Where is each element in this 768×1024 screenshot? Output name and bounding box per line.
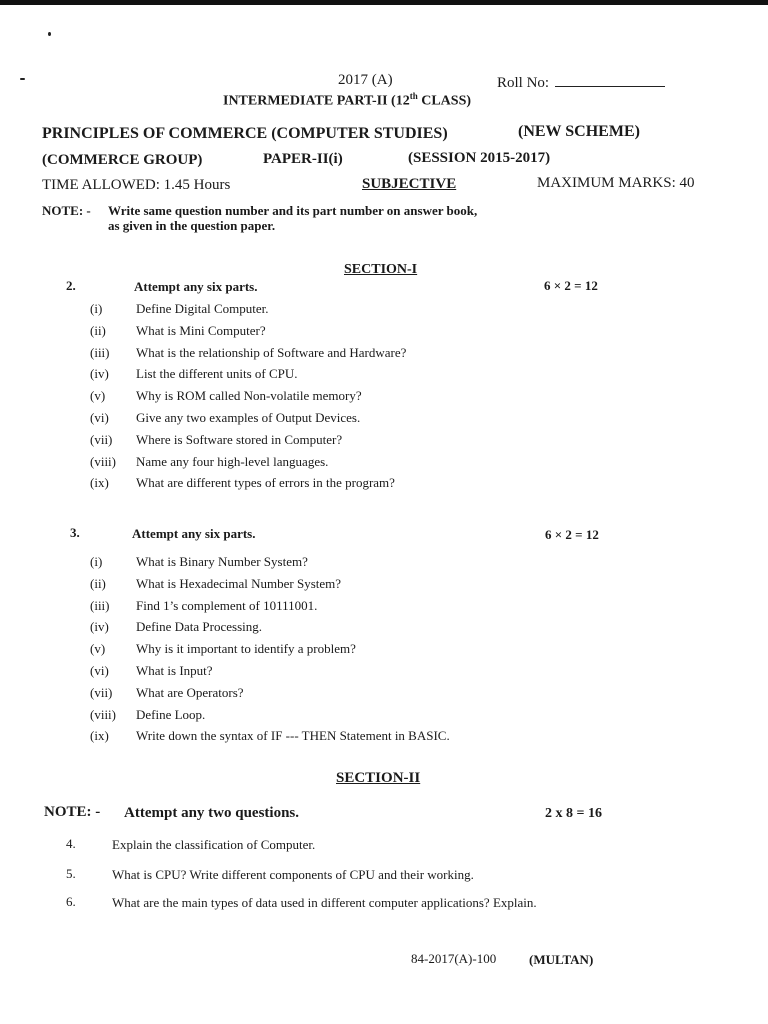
paper-label: PAPER-II(i) bbox=[263, 151, 343, 167]
scheme-label: (NEW SCHEME) bbox=[518, 123, 640, 140]
question-2-part-text: Name any four high-level languages. bbox=[136, 453, 329, 469]
question-2-part-text: Give any two examples of Output Devices. bbox=[136, 410, 361, 425]
question-2-part-label: (iv) bbox=[90, 366, 109, 382]
exam-title-text: INTERMEDIATE PART-II (12 bbox=[223, 93, 410, 109]
question-2-part-label: (i) bbox=[90, 301, 103, 316]
question-2-part-label: (vii) bbox=[90, 431, 113, 447]
year-code: 2017 (A) bbox=[338, 72, 393, 88]
question-2-marks: 6 × 2 = 12 bbox=[544, 278, 598, 293]
section-2-note-text: Attempt any two questions. bbox=[124, 805, 300, 821]
question-2-part-text: Why is ROM called Non-volatile memory? bbox=[136, 388, 362, 404]
question-3-part-label: (i) bbox=[90, 554, 103, 569]
question-3-part-text: Find 1’s complement of 10111001. bbox=[136, 597, 318, 613]
question-2-part-text: List the different units of CPU. bbox=[136, 366, 298, 382]
session-label: (SESSION 2015-2017) bbox=[408, 150, 551, 166]
question-2-part-text: Where is Software stored in Computer? bbox=[136, 431, 343, 447]
section-2-title: SECTION-II bbox=[336, 770, 421, 786]
question-3-part-label: (vii) bbox=[90, 684, 113, 700]
exam-title-sup: th bbox=[409, 91, 418, 101]
paper-code: 84-2017(A)-100 bbox=[411, 951, 497, 966]
question-3-instruction: Attempt any six parts. bbox=[132, 526, 256, 541]
question-2-part-text: What are different types of errors in the program? bbox=[136, 475, 395, 491]
section-2-marks: 2 x 8 = 16 bbox=[545, 806, 602, 821]
question-3-part-text: What is Binary Number System? bbox=[136, 554, 308, 569]
question-3-part-text: Why is it important to identify a problem? bbox=[136, 641, 356, 657]
question-3-part-text: Write down the syntax of IF --- THEN Statement in BASIC. bbox=[136, 728, 450, 744]
note-label: NOTE: - bbox=[42, 203, 91, 218]
question-2-part-label: (iii) bbox=[90, 344, 110, 360]
exam-title bbox=[223, 91, 471, 110]
question-3-part-label: (ii) bbox=[90, 575, 106, 591]
time-allowed: TIME ALLOWED: 1.45 Hours bbox=[42, 177, 231, 193]
question-3-part-label: (viii) bbox=[90, 706, 116, 722]
question-2-part-label: (ii) bbox=[90, 322, 106, 338]
note-line-2: as given in the question paper. bbox=[108, 218, 276, 233]
maximum-marks: MAXIMUM MARKS: 40 bbox=[537, 175, 695, 191]
roll-number bbox=[497, 72, 665, 92]
question-2-instruction: Attempt any six parts. bbox=[134, 279, 258, 294]
question-3-part-label: (ix) bbox=[90, 728, 109, 744]
scan-speck bbox=[20, 78, 25, 80]
question-2-part-text: What is the relationship of Software and Hardware? bbox=[136, 344, 407, 360]
section-1-title: SECTION-I bbox=[344, 262, 418, 277]
question-2-part-label: (v) bbox=[90, 388, 106, 404]
scan-top-edge bbox=[0, 0, 768, 5]
group-label: (COMMERCE GROUP) bbox=[42, 152, 203, 168]
question-3-part-text: What is Input? bbox=[136, 663, 213, 678]
subject-title: PRINCIPLES OF COMMERCE (COMPUTER STUDIES) bbox=[42, 125, 448, 142]
question-2-part-text: What is Mini Computer? bbox=[136, 322, 266, 338]
section-2-note-label: NOTE: - bbox=[44, 804, 101, 820]
section-2-question-text: What are the main types of data used in different computer applications? Explain. bbox=[112, 895, 537, 910]
question-2-part-label: (viii) bbox=[90, 453, 116, 469]
question-3-part-label: (iii) bbox=[90, 597, 110, 613]
scan-speck bbox=[48, 32, 51, 36]
section-2-question-text: What is CPU? Write different components of CPU and their working. bbox=[112, 867, 474, 882]
question-3-part-text: Define Data Processing. bbox=[136, 619, 262, 635]
board-region: (MULTAN) bbox=[529, 952, 594, 967]
exam-title-class: CLASS) bbox=[417, 93, 472, 109]
question-3-part-label: (vi) bbox=[90, 663, 109, 678]
question-2-part-text: Define Digital Computer. bbox=[136, 301, 269, 316]
section-2-question-number: 5. bbox=[66, 866, 76, 881]
question-3-part-text: What is Hexadecimal Number System? bbox=[136, 575, 342, 591]
question-2-part-label: (ix) bbox=[90, 475, 109, 491]
roll-number-blank bbox=[555, 72, 665, 87]
roll-label: Roll No: bbox=[497, 75, 550, 91]
question-2-number: 2. bbox=[66, 278, 76, 293]
question-3-marks: 6 × 2 = 12 bbox=[545, 527, 599, 542]
paper-type: SUBJECTIVE bbox=[362, 176, 457, 192]
question-3-part-label: (iv) bbox=[90, 619, 109, 635]
question-3-part-label: (v) bbox=[90, 641, 106, 657]
question-3-part-text: What are Operators? bbox=[136, 684, 244, 700]
note-line-1: Write same question number and its part number on answer book, bbox=[108, 203, 478, 218]
question-2-part-label: (vi) bbox=[90, 410, 109, 425]
section-2-question-number: 6. bbox=[66, 894, 76, 909]
question-3-number: 3. bbox=[70, 525, 80, 540]
section-2-question-text: Explain the classification of Computer. bbox=[112, 837, 316, 852]
question-3-part-text: Define Loop. bbox=[136, 706, 206, 722]
section-2-question-number: 4. bbox=[66, 836, 76, 851]
